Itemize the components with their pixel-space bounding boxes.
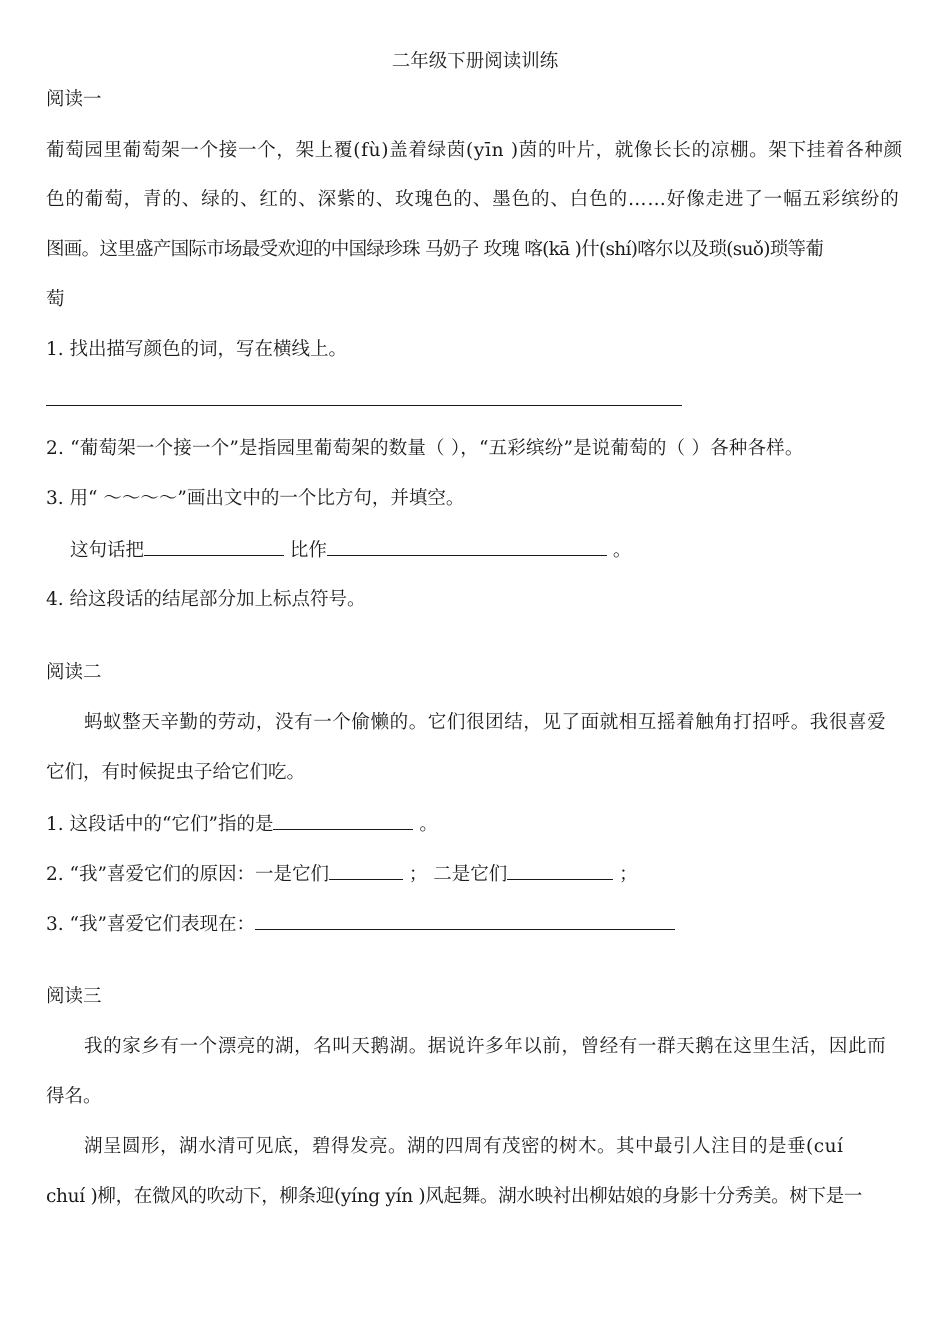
q2-end: ； <box>619 864 638 885</box>
q1-text: 1. 这段话中的“它们”指的是 <box>46 814 274 835</box>
reading1-question-3: 3. 用“ ～～～～”画出文中的一个比方句，并填空。 <box>46 488 465 509</box>
page-title: 二年级下册阅读训练 <box>391 51 559 72</box>
reading1-heading: 阅读一 <box>46 89 102 110</box>
reading1-question-4: 4. 给这段话的结尾部分加上标点符号。 <box>46 589 366 610</box>
reading1-question-1: 1. 找出描写颜色的词，写在横线上。 <box>46 339 348 360</box>
reading2-question-3 <box>46 911 675 937</box>
reading2-question-2 <box>46 861 638 887</box>
reading1-passage-line-2: 色的葡萄，青的、绿的、红的、深紫的、玫瑰色的、墨色的、白色的……好像走进了一幅五彩缤纷的 <box>46 189 900 210</box>
reading3-para2-line-1: 湖呈圆形，湖水清可见底，碧得发亮。湖的四周有茂密的树木。其中最引人注目的是垂(cuí <box>84 1136 844 1157</box>
reading3-para2-line-2: chuí )柳，在微风的吹动下，柳条迎(yíng yín )风起舞。湖水映衬出柳姑娘的身影十分秀美。树下是一 <box>46 1186 863 1207</box>
reading3-para1-line-2: 得名。 <box>46 1086 102 1107</box>
reading3-heading: 阅读三 <box>46 986 102 1007</box>
blank-expression[interactable] <box>255 911 675 930</box>
reading2-heading: 阅读二 <box>46 662 102 683</box>
fill-label-a: 这句话把 <box>70 540 145 561</box>
q1-end: 。 <box>419 814 438 835</box>
blank-reason-1[interactable] <box>329 861 403 880</box>
reading1-passage-line-1: 葡萄园里葡萄架一个接一个，架上覆(fù)盖着绿茵(yīn )茵的叶片，就像长长的凉棚。架下挂着各种颜 <box>46 140 903 161</box>
fill-label-b: 比作 <box>289 540 327 561</box>
reading1-question-3-fill <box>70 537 631 563</box>
blank-subject[interactable] <box>144 537 284 556</box>
reading1-passage-line-4: 萄 <box>46 289 65 310</box>
reading3-para1-line-1: 我的家乡有一个漂亮的湖，名叫天鹅湖。据说许多年以前，曾经有一群天鹅在这里生活，因此而 <box>84 1036 887 1057</box>
q2-middle: ； 二是它们 <box>408 864 508 885</box>
q2-text: 2. “我”喜爱它们的原因：一是它们 <box>46 864 329 885</box>
reading2-passage-line-2: 它们，有时候捉虫子给它们吃。 <box>46 762 306 783</box>
reading1-passage-line-3: 图画。这里盛产国际市场最受欢迎的中国绿珍珠 马奶子 玫瑰 喀(kā )什(shí)喀尔以及琐(suǒ)琐等葡 <box>46 239 824 260</box>
reading1-question-2: 2. “葡萄架一个接一个”是指园里葡萄架的数量（ ），“五彩缤纷”是说葡萄的（ ）各种各样。 <box>46 438 804 459</box>
reading2-passage-line-1: 蚂蚁整天辛勤的劳动，没有一个偷懒的。它们很团结，见了面就相互摇着触角打招呼。我很喜爱 <box>84 712 887 733</box>
reading2-question-1 <box>46 811 438 837</box>
blank-object[interactable] <box>327 537 607 556</box>
answer-line-q1[interactable] <box>46 405 682 406</box>
q3-text: 3. “我”喜爱它们表现在： <box>46 914 255 935</box>
blank-refers-to[interactable] <box>273 811 413 830</box>
fill-end: 。 <box>612 540 632 561</box>
blank-reason-2[interactable] <box>507 861 613 880</box>
